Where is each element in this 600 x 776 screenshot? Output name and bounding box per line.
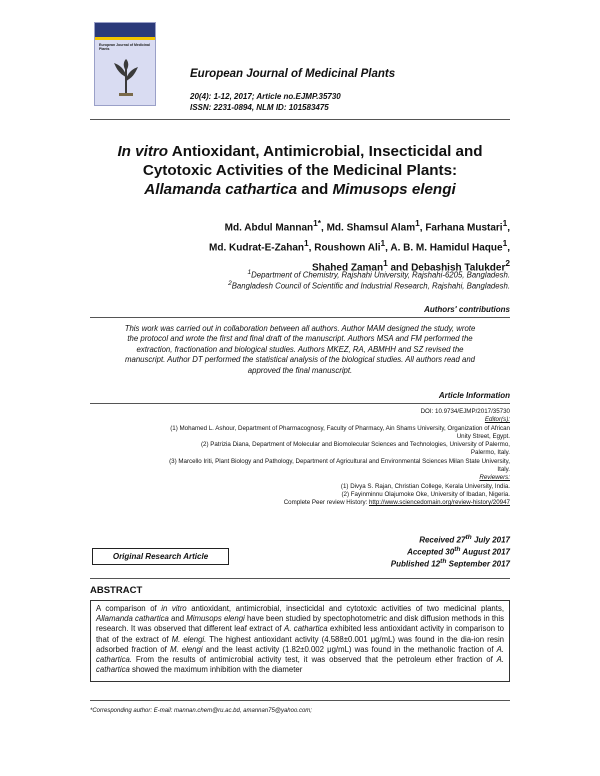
abstract-italic-run: Allamanda cathartica bbox=[96, 614, 169, 624]
affiliation-text: Bangladesh Council of Scientific and Industrial Research, Rajshahi, Bangladesh. bbox=[231, 281, 510, 291]
abstract-text-run: A comparison of bbox=[96, 604, 162, 613]
affiliation-2 bbox=[90, 279, 510, 292]
reviewer-line: (1) Divya S. Rajan, Christian College, Kerala University, India. bbox=[340, 482, 510, 490]
contributions-text bbox=[90, 324, 510, 376]
author-line-1 bbox=[90, 216, 510, 236]
paper-title bbox=[90, 142, 510, 199]
author-separator: , bbox=[385, 242, 391, 254]
affiliation-text: Department of Chemistry, Rajshahi University, Rajshahi-6205, Bangladesh. bbox=[251, 270, 510, 280]
author-name: Md. Shamsul Alam bbox=[326, 222, 416, 234]
affiliation-mark: 1 bbox=[247, 269, 252, 276]
author-affil-mark: 1* bbox=[313, 218, 322, 228]
header-divider bbox=[90, 119, 510, 120]
abstract-italic-run: M. elengi bbox=[169, 644, 203, 654]
article-type-badge: Original Research Article bbox=[92, 548, 229, 565]
reviewers-label: Reviewers: bbox=[479, 474, 510, 482]
published-date bbox=[391, 558, 510, 569]
author-affil-mark: 1 bbox=[415, 218, 420, 228]
author-separator: , bbox=[507, 242, 510, 254]
abstract-heading: ABSTRACT bbox=[90, 585, 143, 596]
abstract-italic-run: A. cathartica bbox=[284, 624, 328, 634]
author-line-2 bbox=[90, 236, 510, 256]
author-separator: , bbox=[507, 222, 510, 234]
abstract-text-run: have been studied by spectophotometric and disk diffusion methods in this research. It was observed that different leaf extract of bbox=[96, 614, 505, 634]
plant-logo-icon bbox=[110, 57, 142, 97]
author-name: A. B. M. Hamidul Haque bbox=[390, 242, 503, 254]
affiliation-mark: 2 bbox=[228, 280, 232, 287]
date-rest: August 2017 bbox=[460, 547, 510, 557]
author-affil-mark: 1 bbox=[380, 237, 386, 248]
article-info-heading: Article Information bbox=[438, 391, 510, 400]
accepted-date bbox=[407, 546, 510, 557]
contributions-line: approved the final manuscript. bbox=[247, 365, 353, 375]
date-suffix: th bbox=[465, 534, 472, 541]
author-name: Md. Kudrat-E-Zahan bbox=[209, 242, 305, 254]
date-label: Published 12 bbox=[390, 559, 441, 569]
author-list bbox=[90, 216, 510, 275]
cover-header-band bbox=[95, 23, 155, 37]
author-name: Shahed Zaman bbox=[311, 261, 384, 273]
author-affil-mark: 1 bbox=[502, 237, 508, 248]
footnote-divider bbox=[90, 700, 510, 701]
title-line-2: Cytotoxic Activities of the Medicinal Plants: bbox=[142, 162, 458, 179]
date-rest: July 2017 bbox=[471, 535, 510, 545]
abstract-text-run: exhibited less antioxidant activity in comparison to that of the extract of bbox=[96, 624, 504, 644]
editor-line: (2) Patrizia Diana, Department of Molecular and Biomolecular Sciences and Technologies, University of Palermo, bbox=[200, 441, 510, 449]
received-date bbox=[419, 534, 510, 545]
corresponding-author-footnote: *Corresponding author: E-mail: mannan.chem@ru.ac.bd, amannan75@yahoo.com; bbox=[90, 708, 312, 714]
editor-line: Palermo, Italy. bbox=[470, 449, 510, 457]
journal-citation: 20(4): 1-12, 2017; Article no.EJMP.35730 bbox=[190, 92, 341, 101]
author-affil-mark: 1 bbox=[304, 237, 309, 248]
doi: DOI: 10.9734/EJMP/2017/35730 bbox=[420, 408, 510, 415]
abstract-text-run: antioxidant, antimicrobial, insecticidal and cytotoxic activities of two medicinal plants, bbox=[186, 604, 505, 613]
author-separator: , bbox=[308, 242, 315, 254]
date-label: Accepted 30 bbox=[407, 547, 455, 557]
author-name: Roushown Ali bbox=[314, 242, 381, 254]
title-prefix: In vitro bbox=[117, 143, 169, 160]
author-affil-mark: 2 bbox=[505, 257, 510, 268]
cover-title: European Journal of Medicinal Plants bbox=[99, 43, 150, 51]
author-separator: , bbox=[419, 222, 426, 234]
review-history-link[interactable]: http://www.sciencedomain.org/review-history/20947 bbox=[368, 499, 510, 507]
abstract-italic-run: in vitro bbox=[161, 604, 187, 613]
abstract-text-run: The highest antioxidant activity (4.588±0.001 μg/mL) was found in the dia-ion resin adsorbed fraction of bbox=[96, 634, 505, 654]
author-affil-mark: 1 bbox=[383, 257, 388, 268]
contributions-line: the protocol and wrote the first and final draft of the manuscript. Authors MSA and FM performed the bbox=[127, 334, 473, 344]
date-rest: September 2017 bbox=[446, 559, 510, 569]
abstract-text-run: From the results of antimicrobial activity test, it was observed that the petroleum ether fraction of bbox=[131, 655, 497, 665]
title-and: and bbox=[297, 181, 333, 198]
title-line-1: Antioxidant, Antimicrobial, Insecticidal and bbox=[168, 143, 483, 160]
editor-line: (3) Marcello Iriti, Plant Biology and Pathology, Department of Agricultural and Environmental Sciences Milan State University, bbox=[169, 457, 510, 465]
contributions-line: manuscript. Author DT performed the statistical analysis of the biological studies. All authors read and bbox=[124, 355, 476, 365]
author-name: Debashish Talukder bbox=[411, 261, 506, 273]
review-history bbox=[90, 499, 510, 507]
date-suffix: th bbox=[440, 558, 447, 565]
editor-line: Unity Street, Egypt. bbox=[456, 432, 510, 440]
abstract-text-run: and bbox=[168, 614, 187, 624]
editor-line: (1) Mohamed L. Ashour, Department of Pharmacognosy, Faculty of Pharmacy, Ain Shams University, Organization of African bbox=[170, 424, 510, 432]
journal-issn: ISSN: 2231-0894, NLM ID: 101583475 bbox=[190, 103, 329, 112]
date-suffix: th bbox=[454, 546, 461, 553]
abstract-italic-run: A. cathartica. bbox=[96, 644, 504, 665]
abstract-italic-run: M. elengi. bbox=[171, 634, 207, 644]
contributions-line: extraction, fractionation and biological studies. Authors MKEZ, RA, ABMHH and SZ revised the bbox=[136, 344, 464, 354]
author-name: Farhana Mustari bbox=[425, 222, 503, 234]
abstract-text-run: and the least activity (1.82±0.002 μg/mL) was found in the methanolic fraction of bbox=[202, 644, 497, 654]
contributions-divider bbox=[90, 317, 510, 318]
article-info-block bbox=[90, 408, 510, 508]
author-name: Md. Abdul Mannan bbox=[224, 222, 314, 234]
author-and: and bbox=[387, 261, 412, 273]
editor-line: Italy. bbox=[497, 466, 510, 474]
title-species-1: Allamanda cathartica bbox=[144, 181, 298, 198]
date-label: Received 27 bbox=[419, 535, 466, 545]
abstract-text-run: showed the maximum inhibition with the diameter bbox=[129, 665, 303, 675]
abstract-text bbox=[96, 604, 504, 675]
title-species-2: Mimusops elengi bbox=[332, 181, 456, 198]
contributions-line: This work was carried out in collaboration between all authors. Author MAM designed the study, wrote bbox=[124, 324, 476, 333]
abstract-divider bbox=[90, 578, 510, 579]
reviewer-line: (2) Fayinminnu Olajumoke Oke, University of Ibadan, Nigeria. bbox=[341, 490, 510, 498]
journal-name: European Journal of Medicinal Plants bbox=[190, 68, 396, 80]
author-separator: , bbox=[321, 222, 327, 234]
contributions-heading: Authors' contributions bbox=[424, 305, 510, 314]
editors-label: Editor(s): bbox=[484, 416, 510, 424]
abstract-box bbox=[90, 600, 510, 682]
review-history-label: Complete Peer review History: bbox=[283, 499, 369, 507]
journal-cover-thumbnail bbox=[94, 22, 156, 106]
cover-accent-stripe bbox=[95, 37, 155, 40]
article-info-divider bbox=[90, 403, 510, 404]
author-affil-mark: 1 bbox=[502, 218, 508, 228]
abstract-italic-run: Mimusops elengi bbox=[186, 614, 245, 624]
abstract-italic-run: A. cathartica bbox=[96, 655, 504, 675]
